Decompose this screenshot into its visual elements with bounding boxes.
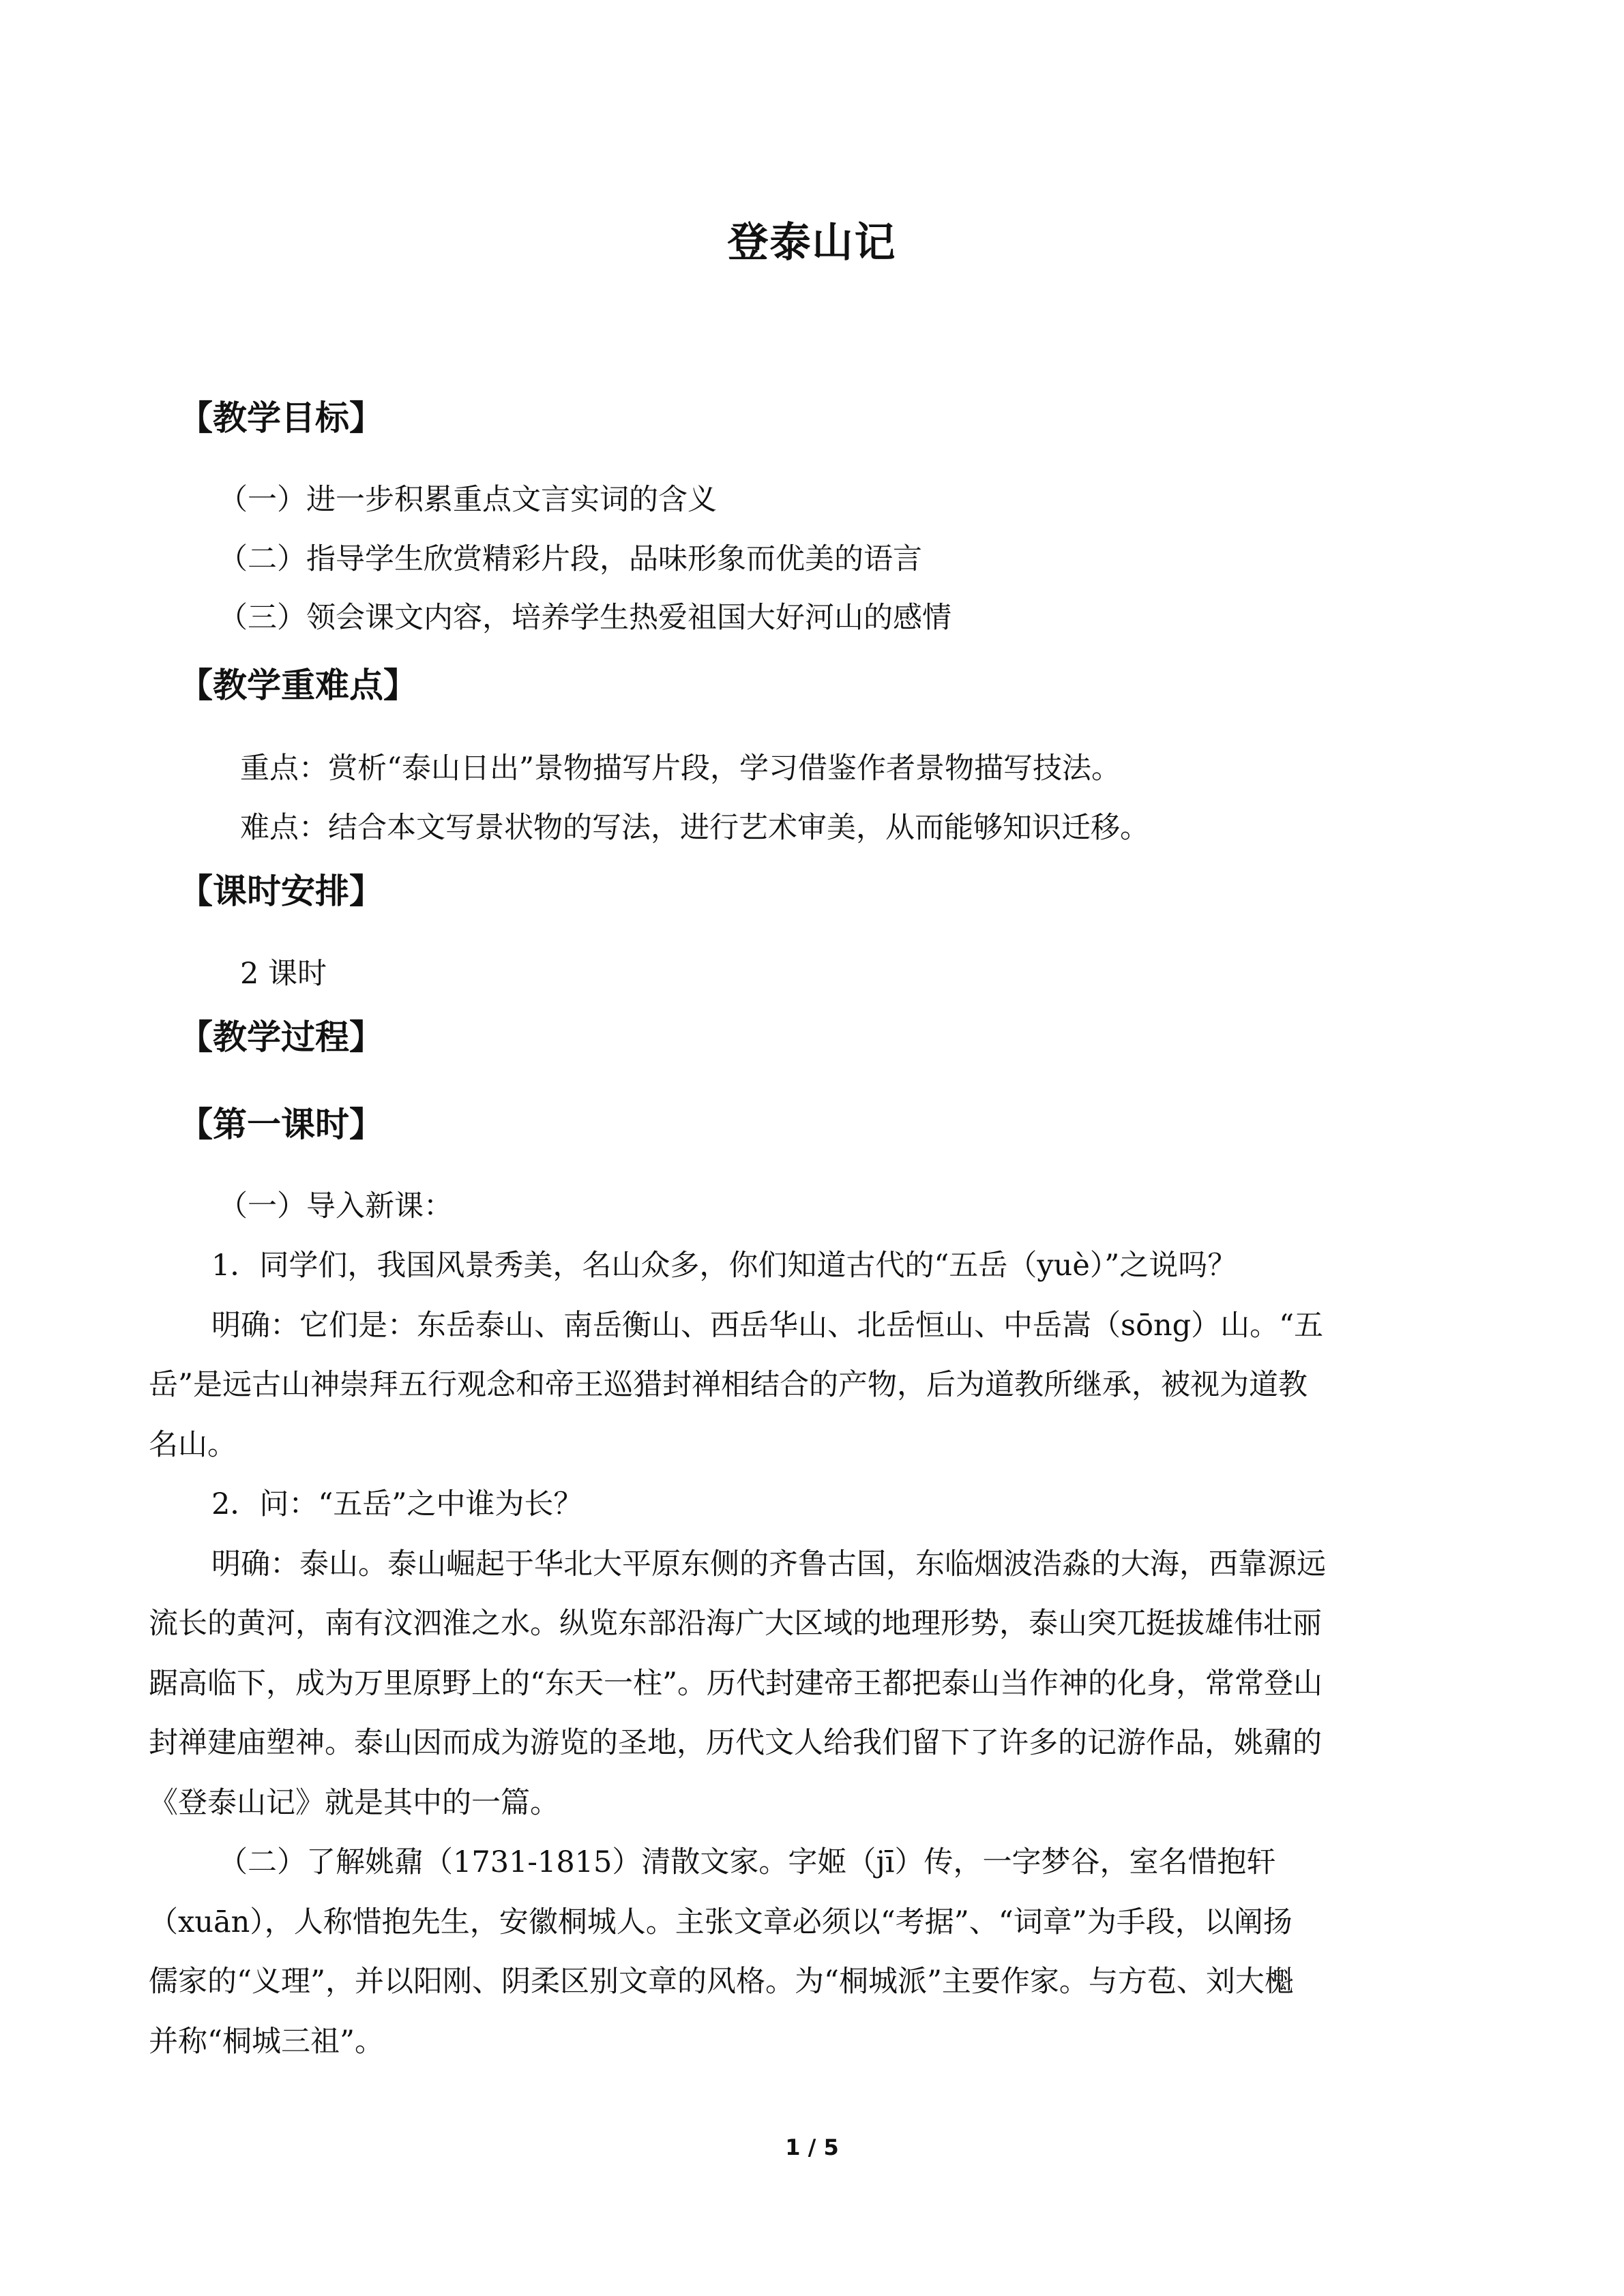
body-line: 1．同学们，我国风景秀美，名山众多，你们知道古代的“五岳（yuè）”之说吗？ [211, 1249, 1237, 1283]
body-line: 名山。 [149, 1428, 237, 1462]
body-line: （一）导入新课： [218, 1189, 453, 1223]
body-line: （xuān），人称惜抱先生，安徽桐城人。主张文章必须以“考据”、“词章”为手段，以阐扬 [149, 1905, 1293, 1939]
body-line: 明确：它们是：东岳泰山、南岳衡山、西岳华山、北岳恒山、中岳嵩（sōng）山。“五 [211, 1309, 1324, 1343]
difficult-point-item: 难点：结合本文写景状物的写法，进行艺术审美，从而能够知识迁移。 [240, 811, 1149, 845]
heading-first-lesson: 【第一课时】 [179, 1105, 383, 1144]
body-line: 2．问：“五岳”之中谁为长？ [211, 1487, 583, 1521]
heading-key-difficult-points: 【教学重难点】 [179, 666, 417, 705]
heading-teaching-objectives: 【教学目标】 [179, 398, 383, 438]
body-line: 并称“桐城三祖”。 [149, 2025, 384, 2059]
body-line: 《登泰山记》就是其中的一篇。 [149, 1786, 559, 1820]
document-title: 登泰山记 [727, 219, 897, 267]
objective-item: （一）进一步积累重点文言实词的含义 [218, 483, 717, 517]
objective-item: （三）领会课文内容，培养学生热爱祖国大好河山的感情 [218, 601, 951, 635]
body-line: 岳”是远古山神崇拜五行观念和帝王巡猎封禅相结合的产物，后为道教所继承，被视为道教 [149, 1368, 1308, 1402]
body-line: 封禅建庙塑神。泰山因而成为游览的圣地，历代文人给我们留下了许多的记游作品，姚鼐的 [149, 1726, 1322, 1760]
body-line: 儒家的“义理”，并以阳刚、阴柔区别文章的风格。为“桐城派”主要作家。与方苞、刘大櫆 [149, 1965, 1294, 1999]
schedule-text: 2 课时 [240, 957, 327, 991]
body-line: 踞高临下，成为万里原野上的“东天一柱”。历代封建帝王都把泰山当作神的化身，常常登山 [149, 1667, 1323, 1701]
body-line: （二）了解姚鼐（1731-1815）清散文家。字姬（jī）传，一字梦谷，室名惜抱轩 [218, 1845, 1276, 1879]
key-point-item: 重点：赏析“泰山日出”景物描写片段，学习借鉴作者景物描写技法。 [240, 751, 1121, 786]
page-number: 1 / 5 [785, 2134, 839, 2160]
body-line: 明确：泰山。泰山崛起于华北大平原东侧的齐鲁古国，东临烟波浩淼的大海，西靠源远 [211, 1547, 1326, 1581]
heading-class-schedule: 【课时安排】 [179, 871, 383, 911]
body-line: 流长的黄河，南有汶泗淮之水。纵览东部沿海广大区域的地理形势，泰山突兀挺拔雄伟壮丽 [149, 1607, 1322, 1641]
heading-teaching-process: 【教学过程】 [179, 1017, 383, 1057]
objective-item: （二）指导学生欣赏精彩片段，品味形象而优美的语言 [218, 542, 922, 576]
